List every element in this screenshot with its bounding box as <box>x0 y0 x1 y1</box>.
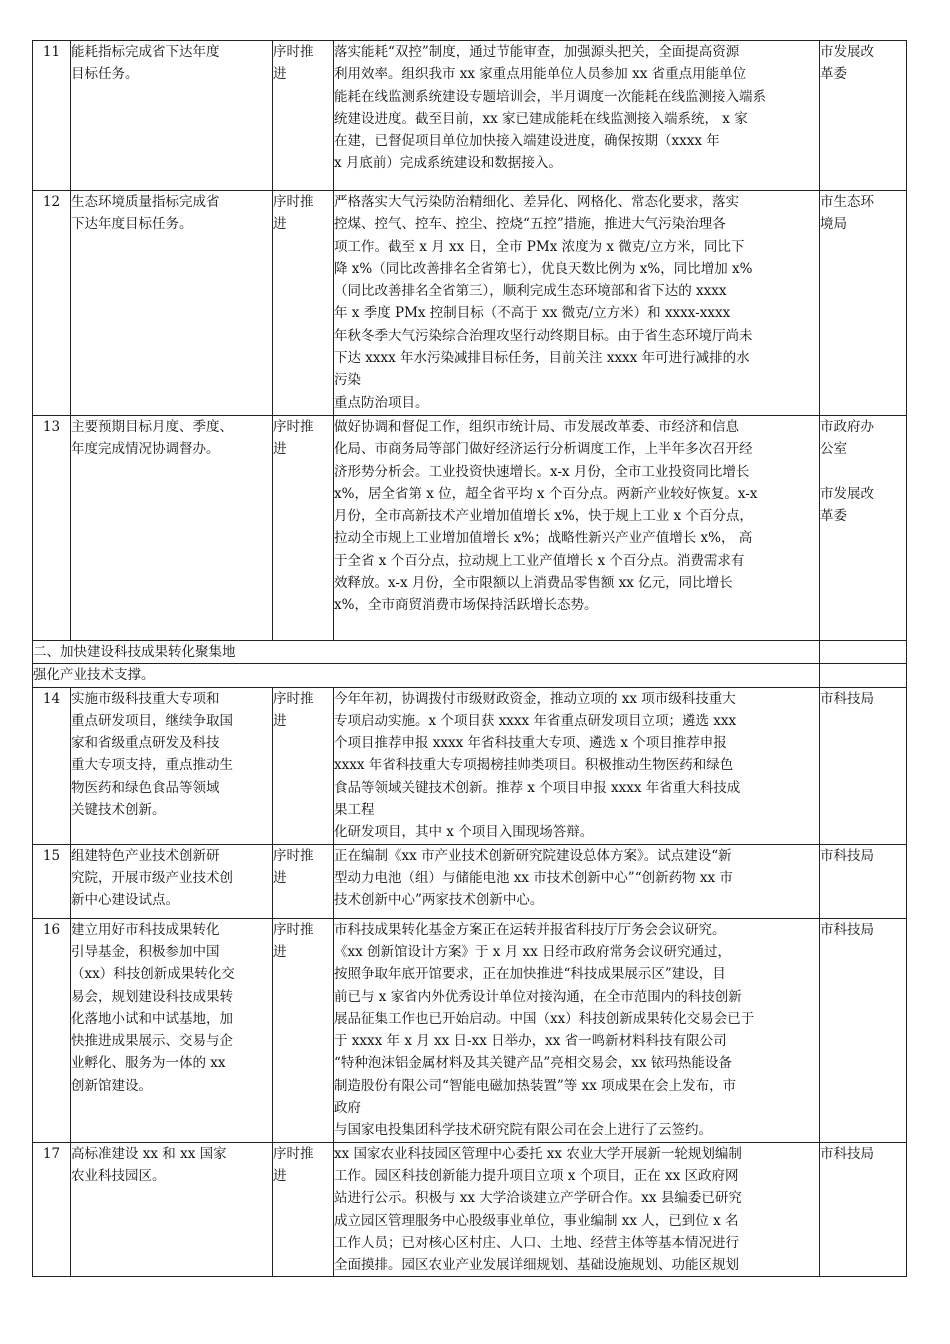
task-description <box>71 844 273 918</box>
section-empty-cell <box>820 641 907 664</box>
responsible-department <box>820 687 907 844</box>
progress-detail-line: 市科技成果转化基金方案正在运转并报省科技厅厅务会会议研究。 <box>334 921 726 938</box>
progress-detail-line: 在建，已督促项目单位加快接入端建设进度，确保按期（xxxx 年 <box>334 133 720 150</box>
progress-detail-line: 年秋冬季大气污染综合治理攻坚行动终期目标。由于省生态环境厅尚未 <box>334 327 753 344</box>
progress-detail-line: 食品等领域关键技术创新。推荐 x 个项目申报 xxxx 年省重大科技成 <box>334 779 741 796</box>
progress-type <box>273 687 334 844</box>
progress-type-line: 序时推 <box>273 1145 314 1162</box>
progress-detail-line: 今年年初，协调拨付市级财政资金，推动立项的 xx 项市级科技重大 <box>334 690 736 707</box>
progress-detail <box>334 918 820 1142</box>
responsible-department <box>820 416 907 641</box>
task-description-line: 家和省级重点研发及科技 <box>71 735 220 752</box>
progress-detail-line: 技术创新中心”两家技术创新中心。 <box>334 892 544 909</box>
progress-detail-line: 统建设进度。截至目前，xx 家已建成能耗在线监测接入端系统， x 家 <box>334 110 748 127</box>
responsible-department-line: 市科技局 <box>820 1145 874 1162</box>
task-description <box>71 918 273 1142</box>
table-row <box>33 918 907 1142</box>
progress-detail-line: 成立园区管理服务中心股级事业单位，事业编制 xx 人，已到位 x 名 <box>334 1212 739 1229</box>
responsible-department-line: 市科技局 <box>820 921 874 938</box>
responsible-department-line: 公室 <box>820 441 847 458</box>
task-description-line: 主要预期目标月度、季度、 <box>71 419 233 435</box>
progress-type-line: 序时推 <box>273 690 314 707</box>
progress-detail-line: 月份，全市高新技术产业增加值增长 x%，快于规上工业 x 个百分点， <box>334 508 753 525</box>
task-description <box>71 41 273 191</box>
progress-detail-line: 拉动全市规上工业增加值增长 x%；战略性新兴产业产值增长 x%， 高 <box>334 530 753 547</box>
progress-detail-line: （同比改善排名全省第三），顺利完成生态环境部和省下达的 xxxx <box>334 283 727 300</box>
subsection-row <box>33 664 907 687</box>
table-row <box>33 1142 907 1277</box>
progress-type <box>273 918 334 1142</box>
progress-detail-line: 《xx 创新馆设计方案》于 x 月 xx 日经市政府常务会议研究通过， <box>334 943 732 960</box>
row-number: 12 <box>33 191 71 416</box>
progress-detail-line: xx 国家农业科技园区管理中心委托 xx 农业大学开展新一轮规划编制 <box>334 1145 742 1162</box>
progress-type <box>273 191 334 416</box>
task-description <box>71 191 273 416</box>
progress-detail-line: 按照争取年底开馆要求，正在加快推进“科技成果展示区”建设，目 <box>334 966 726 983</box>
task-description-line: 下达年度目标任务。 <box>71 216 193 233</box>
responsible-department <box>820 1142 907 1277</box>
progress-detail-line: 型动力电池（组）与储能电池 xx 市技术创新中心”“创新药物 xx 市 <box>334 869 733 886</box>
subsection-title: 强化产业技术支撑。 <box>33 664 820 687</box>
task-description-line: 组建特色产业技术创新研 <box>71 847 220 864</box>
progress-detail-line: 污染 <box>334 372 361 389</box>
responsible-department <box>820 844 907 918</box>
progress-detail <box>334 416 820 641</box>
table-row <box>33 844 907 918</box>
table-body-tasks-science <box>33 687 907 1277</box>
progress-detail-line: 展品征集工作也已开始启动。中国（xx）科技创新成果转化交易会已于 <box>334 1010 755 1027</box>
task-description-line: 生态环境质量指标完成省 <box>71 194 220 210</box>
table-row <box>33 687 907 844</box>
progress-detail <box>334 1142 820 1277</box>
row-number: 17 <box>33 1142 71 1277</box>
progress-type-line: 序时推 <box>273 921 314 938</box>
progress-type-line: 进 <box>273 66 287 83</box>
progress-detail-line: 政府 <box>334 1100 361 1117</box>
progress-detail-line: 严格落实大气污染防治精细化、差异化、网格化、常态化要求，落实 <box>334 194 739 210</box>
task-description-line: 农业科技园区。 <box>71 1167 166 1184</box>
task-description-line: 引导基金，积极参加中国 <box>71 943 220 960</box>
responsible-department-line: 境局 <box>820 216 847 233</box>
progress-detail-line: 前已与 x 家省内外优秀设计单位对接沟通，在全市范围内的科技创新 <box>334 988 742 1005</box>
task-description-line: 化落地小试和中试基地，加 <box>71 1010 233 1027</box>
task-description-line: 实施市级科技重大专项和 <box>71 690 220 707</box>
progress-detail <box>334 687 820 844</box>
task-description-line: 关键技术创新。 <box>71 802 166 819</box>
task-description-line: 重点研发项目，继续争取国 <box>71 712 233 729</box>
section-heading-rows <box>33 641 907 688</box>
progress-detail-line: 于全省 x 个百分点，拉动规上工业产值增长 x 个百分点。消费需求有 <box>334 552 745 569</box>
progress-detail-line: 站进行公示。积极与 xx 大学洽谈建立产学研合作。xx 县编委已研究 <box>334 1190 742 1207</box>
responsible-department-line: 市发展改 <box>820 44 874 60</box>
progress-detail-line: xxxx 年省科技重大专项揭榜挂帅类项目。积极推动生物医药和绿色 <box>334 757 734 774</box>
section-row <box>33 641 907 664</box>
responsible-department-line <box>820 461 906 483</box>
responsible-department <box>820 41 907 191</box>
task-description-line: 业孵化、服务为一体的 xx <box>71 1055 226 1072</box>
progress-detail-line: 做好协调和督促工作，组织市统计局、市发展改革委、市经济和信息 <box>334 419 739 435</box>
task-description-line: 创新馆建设。 <box>71 1077 152 1094</box>
progress-detail-line: 控煤、控气、控车、控尘、控烧“五控”措施，推进大气污染治理各 <box>334 216 726 233</box>
row-number: 13 <box>33 416 71 641</box>
table-row <box>33 191 907 416</box>
progress-type-line: 进 <box>273 441 287 458</box>
responsible-department-line: 革委 <box>820 508 847 525</box>
progress-detail-line: x%，全市商贸消费市场保持活跃增长态势。 <box>334 597 598 614</box>
task-description-line: 年度完成情况协调督办。 <box>71 441 220 458</box>
progress-detail-line: 落实能耗“双控”制度，通过节能审查，加强源头把关，全面提高资源 <box>334 44 740 60</box>
task-description-line: 快推进成果展示、交易与企 <box>71 1033 233 1050</box>
progress-detail-line: 重点防治项目。 <box>334 394 429 411</box>
progress-detail <box>334 844 820 918</box>
progress-detail-line: x 月底前）完成系统建设和数据接入。 <box>334 155 562 172</box>
task-description-line: 建立用好市科技成果转化 <box>71 921 220 938</box>
responsible-department-line: 市生态环 <box>820 194 874 210</box>
responsible-department-line: 市科技局 <box>820 690 874 707</box>
subsection-empty-cell <box>820 664 907 687</box>
progress-detail-line: 能耗在线监测系统建设专题培训会，半月调度一次能耗在线监测接入端系 <box>334 88 766 105</box>
progress-detail-line: 果工程 <box>334 802 375 819</box>
progress-type-line: 序时推 <box>273 419 314 435</box>
progress-detail-line: 个项目推荐申报 xxxx 年省科技重大专项、遴选 x 个项目推荐申报 <box>334 735 727 752</box>
progress-detail-line: 专项启动实施。x 个项目获 xxxx 年省重点研发项目立项；遴选 xxx <box>334 712 737 729</box>
progress-type-line: 序时推 <box>273 44 314 60</box>
task-description-line: 物医药和绿色食品等领域 <box>71 779 220 796</box>
progress-detail-line: 化局、市商务局等部门做好经济运行分析调度工作，上半年多次召开经 <box>334 441 753 458</box>
task-description <box>71 1142 273 1277</box>
progress-detail-line: 工作。园区科技创新能力提升项目立项 x 个项目，正在 xx 区政府网 <box>334 1167 739 1184</box>
progress-type-line: 序时推 <box>273 847 314 864</box>
section-title: 二、加快建设科技成果转化聚集地 <box>33 641 820 664</box>
task-description <box>71 416 273 641</box>
progress-type-line: 序时推 <box>273 194 314 210</box>
progress-detail-line: 项工作。截至 x 月 xx 日，全市 PMx 浓度为 x 微克/立方米，同比下 <box>334 238 745 255</box>
progress-detail-line: “特种泡沫铝金属材料及其关键产品”亮相交易会，xx 铱玛热能设备 <box>334 1055 732 1072</box>
progress-type-line: 进 <box>273 943 287 960</box>
task-description-line: （xx）科技创新成果转化交 <box>71 966 235 983</box>
progress-detail-line: 利用效率。组织我市 xx 家重点用能单位人员参加 xx 省重点用能单位 <box>334 66 747 83</box>
responsible-department <box>820 191 907 416</box>
table-row <box>33 41 907 191</box>
progress-type-line: 进 <box>273 1167 287 1184</box>
task-description-line: 高标准建设 xx 和 xx 国家 <box>71 1145 227 1162</box>
task-description-line: 易会，规划建设科技成果转 <box>71 988 233 1005</box>
progress-detail-line: 正在编制《xx 市产业技术创新研究院建设总体方案》。试点建设“新 <box>334 847 732 864</box>
task-description-line: 目标任务。 <box>71 66 139 83</box>
progress-detail-line: x%，居全省第 x 位，超全省平均 x 个百分点。两新产业较好恢复。x-x <box>334 485 758 502</box>
progress-detail-line: 与国家电投集团科学技术研究院有限公司在会上进行了云签约。 <box>334 1122 712 1139</box>
row-number: 16 <box>33 918 71 1142</box>
responsible-department-line: 市发展改 <box>820 485 874 502</box>
progress-detail-line: 年 x 季度 PMx 控制目标（不高于 xx 微克/立方米）和 xxxx-xxxx <box>334 305 731 322</box>
progress-detail-line: 全面摸排。园区农业产业发展详细规划、基础设施规划、功能区规划 <box>334 1257 739 1274</box>
progress-detail-line: 于 xxxx 年 x 月 xx 日-xx 日举办，xx 省一鸣新材料科技有限公司 <box>334 1033 727 1050</box>
row-number: 11 <box>33 41 71 191</box>
task-description-line: 能耗指标完成省下达年度 <box>71 44 220 60</box>
responsible-department-line: 革委 <box>820 66 847 83</box>
responsible-department <box>820 918 907 1142</box>
progress-type <box>273 844 334 918</box>
work-progress-table <box>32 40 907 1277</box>
progress-type-line: 进 <box>273 869 287 886</box>
table-row <box>33 416 907 641</box>
progress-detail-line: 济形势分析会。工业投资快速增长。x-x 月份，全市工业投资同比增长 <box>334 463 750 480</box>
task-description-line: 新中心建设试点。 <box>71 892 179 909</box>
responsible-department-line: 市科技局 <box>820 847 874 864</box>
progress-type <box>273 416 334 641</box>
responsible-department-line: 市政府办 <box>820 419 874 435</box>
progress-detail-line: 下达 xxxx 年水污染减排目标任务，目前关注 xxxx 年可进行减排的水 <box>334 350 750 367</box>
progress-detail-line: 效释放。x-x 月份，全市限额以上消费品零售额 xx 亿元，同比增长 <box>334 575 733 592</box>
progress-type <box>273 1142 334 1277</box>
progress-type-line: 进 <box>273 216 287 233</box>
row-number: 14 <box>33 687 71 844</box>
task-description <box>71 687 273 844</box>
progress-detail <box>334 191 820 416</box>
table-body-tasks-energy-eco <box>33 41 907 641</box>
progress-type-line: 进 <box>273 712 287 729</box>
progress-type <box>273 41 334 191</box>
row-number: 15 <box>33 844 71 918</box>
progress-detail-line: 工作人员；已对核心区村庄、人口、土地、经营主体等基本情况进行 <box>334 1234 739 1251</box>
progress-detail-line: 降 x%（同比改善排名全省第七），优良天数比例为 x%，同比增加 x% <box>334 260 753 277</box>
task-description-line: 究院，开展市级产业技术创 <box>71 869 233 886</box>
task-description-line: 重大专项支持，重点推动生 <box>71 757 233 774</box>
progress-detail-line: 化研发项目，其中 x 个项目入围现场答辩。 <box>334 824 594 841</box>
progress-detail-line: 制造股份有限公司“智能电磁加热装置”等 xx 项成果在会上发布，市 <box>334 1077 737 1094</box>
progress-detail <box>334 41 820 191</box>
